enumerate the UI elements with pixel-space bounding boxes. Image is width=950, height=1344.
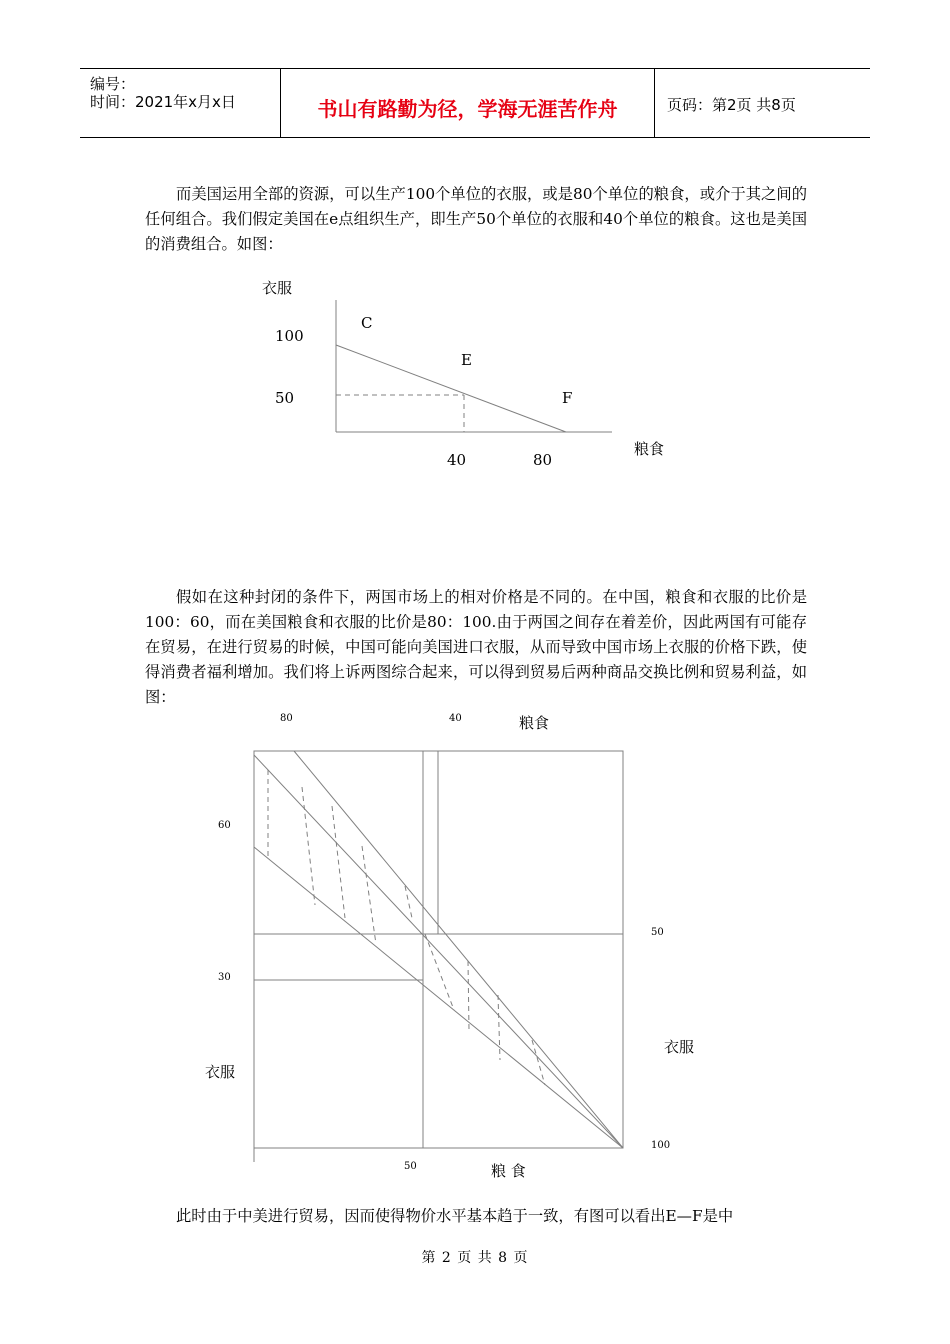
fig2-bottom-label: 粮 食: [491, 1162, 526, 1180]
paragraph-2-text: 假如在这种封闭的条件下，两国市场上的相对价格是不同的。在中国，粮食和衣服的比价是100：60，而在美国粮食和衣服的比价是80：100.由于两国之间存在着差价，因此两国有可能存在贸易，在进行贸易的时候，中国可能向美国进口衣服，从而导致中国市场上衣服的价格下跌，使得消费者福利增加。我们将上诉两图综合起来，可以得到贸易后两种商品交换比例和贸易利益，如图：: [145, 588, 807, 706]
fig1-x-tick: 40: [447, 451, 467, 469]
fig1-point-e: E: [461, 351, 472, 369]
fig2-left-tick: 30: [218, 972, 231, 983]
fig2-hatch: [468, 961, 469, 1030]
fig2-diag-usa: [294, 751, 623, 1148]
paragraph-1-text: 而美国运用全部的资源，可以生产100个单位的衣服，或是80个单位的粮食，或介于其之间的任何组合。我们假定美国在e点组织生产，即生产50个单位的衣服和40个单位的粮食。这也是美国的消费组合。如图：: [145, 185, 807, 253]
fig2-bottom-tick: 50: [404, 1161, 417, 1172]
fig2-top-tick: 80: [280, 713, 293, 724]
fig2-hatch: [362, 846, 376, 944]
fig1-y-tick: 50: [275, 389, 295, 407]
fig2-left-label: 衣服: [205, 1063, 236, 1081]
fig2-hatch: [332, 806, 345, 918]
page-footer: 第 2 页 共 8 页: [421, 1250, 529, 1266]
fig2-right-label: 衣服: [664, 1038, 695, 1056]
fig1-point-f: F: [562, 389, 573, 407]
fig1-x-tick: 80: [533, 451, 553, 469]
paragraph-3-text: 此时由于中美进行贸易，因而使得物价水平基本趋于一致，有图可以看出E—F是中: [176, 1207, 734, 1225]
motto: 书山有路勤为径，学海无涯苦作舟: [317, 97, 618, 121]
fig2-top-tick: 40: [449, 713, 462, 724]
fig1-x-axis-label: 粮食: [634, 440, 665, 458]
fig1-point-c: C: [361, 314, 373, 332]
paragraph-3: [145, 1204, 807, 1229]
fig1-y-axis-label: 衣服: [262, 279, 293, 297]
document-number: 编号：: [90, 75, 136, 93]
fig2-hatch: [405, 886, 412, 918]
page-info: 页码：第2页 共8页: [667, 96, 796, 114]
fig1-y-tick: 100: [275, 327, 304, 345]
fig2-top-label: 粮食: [519, 714, 550, 732]
fig2-hatch: [498, 995, 500, 1060]
document-time: 时间：2021年x月x日: [90, 93, 236, 111]
fig2-right-tick: 100: [651, 1140, 671, 1151]
fig2-left-tick: 60: [218, 820, 231, 831]
fig2-right-tick: 50: [651, 927, 664, 938]
